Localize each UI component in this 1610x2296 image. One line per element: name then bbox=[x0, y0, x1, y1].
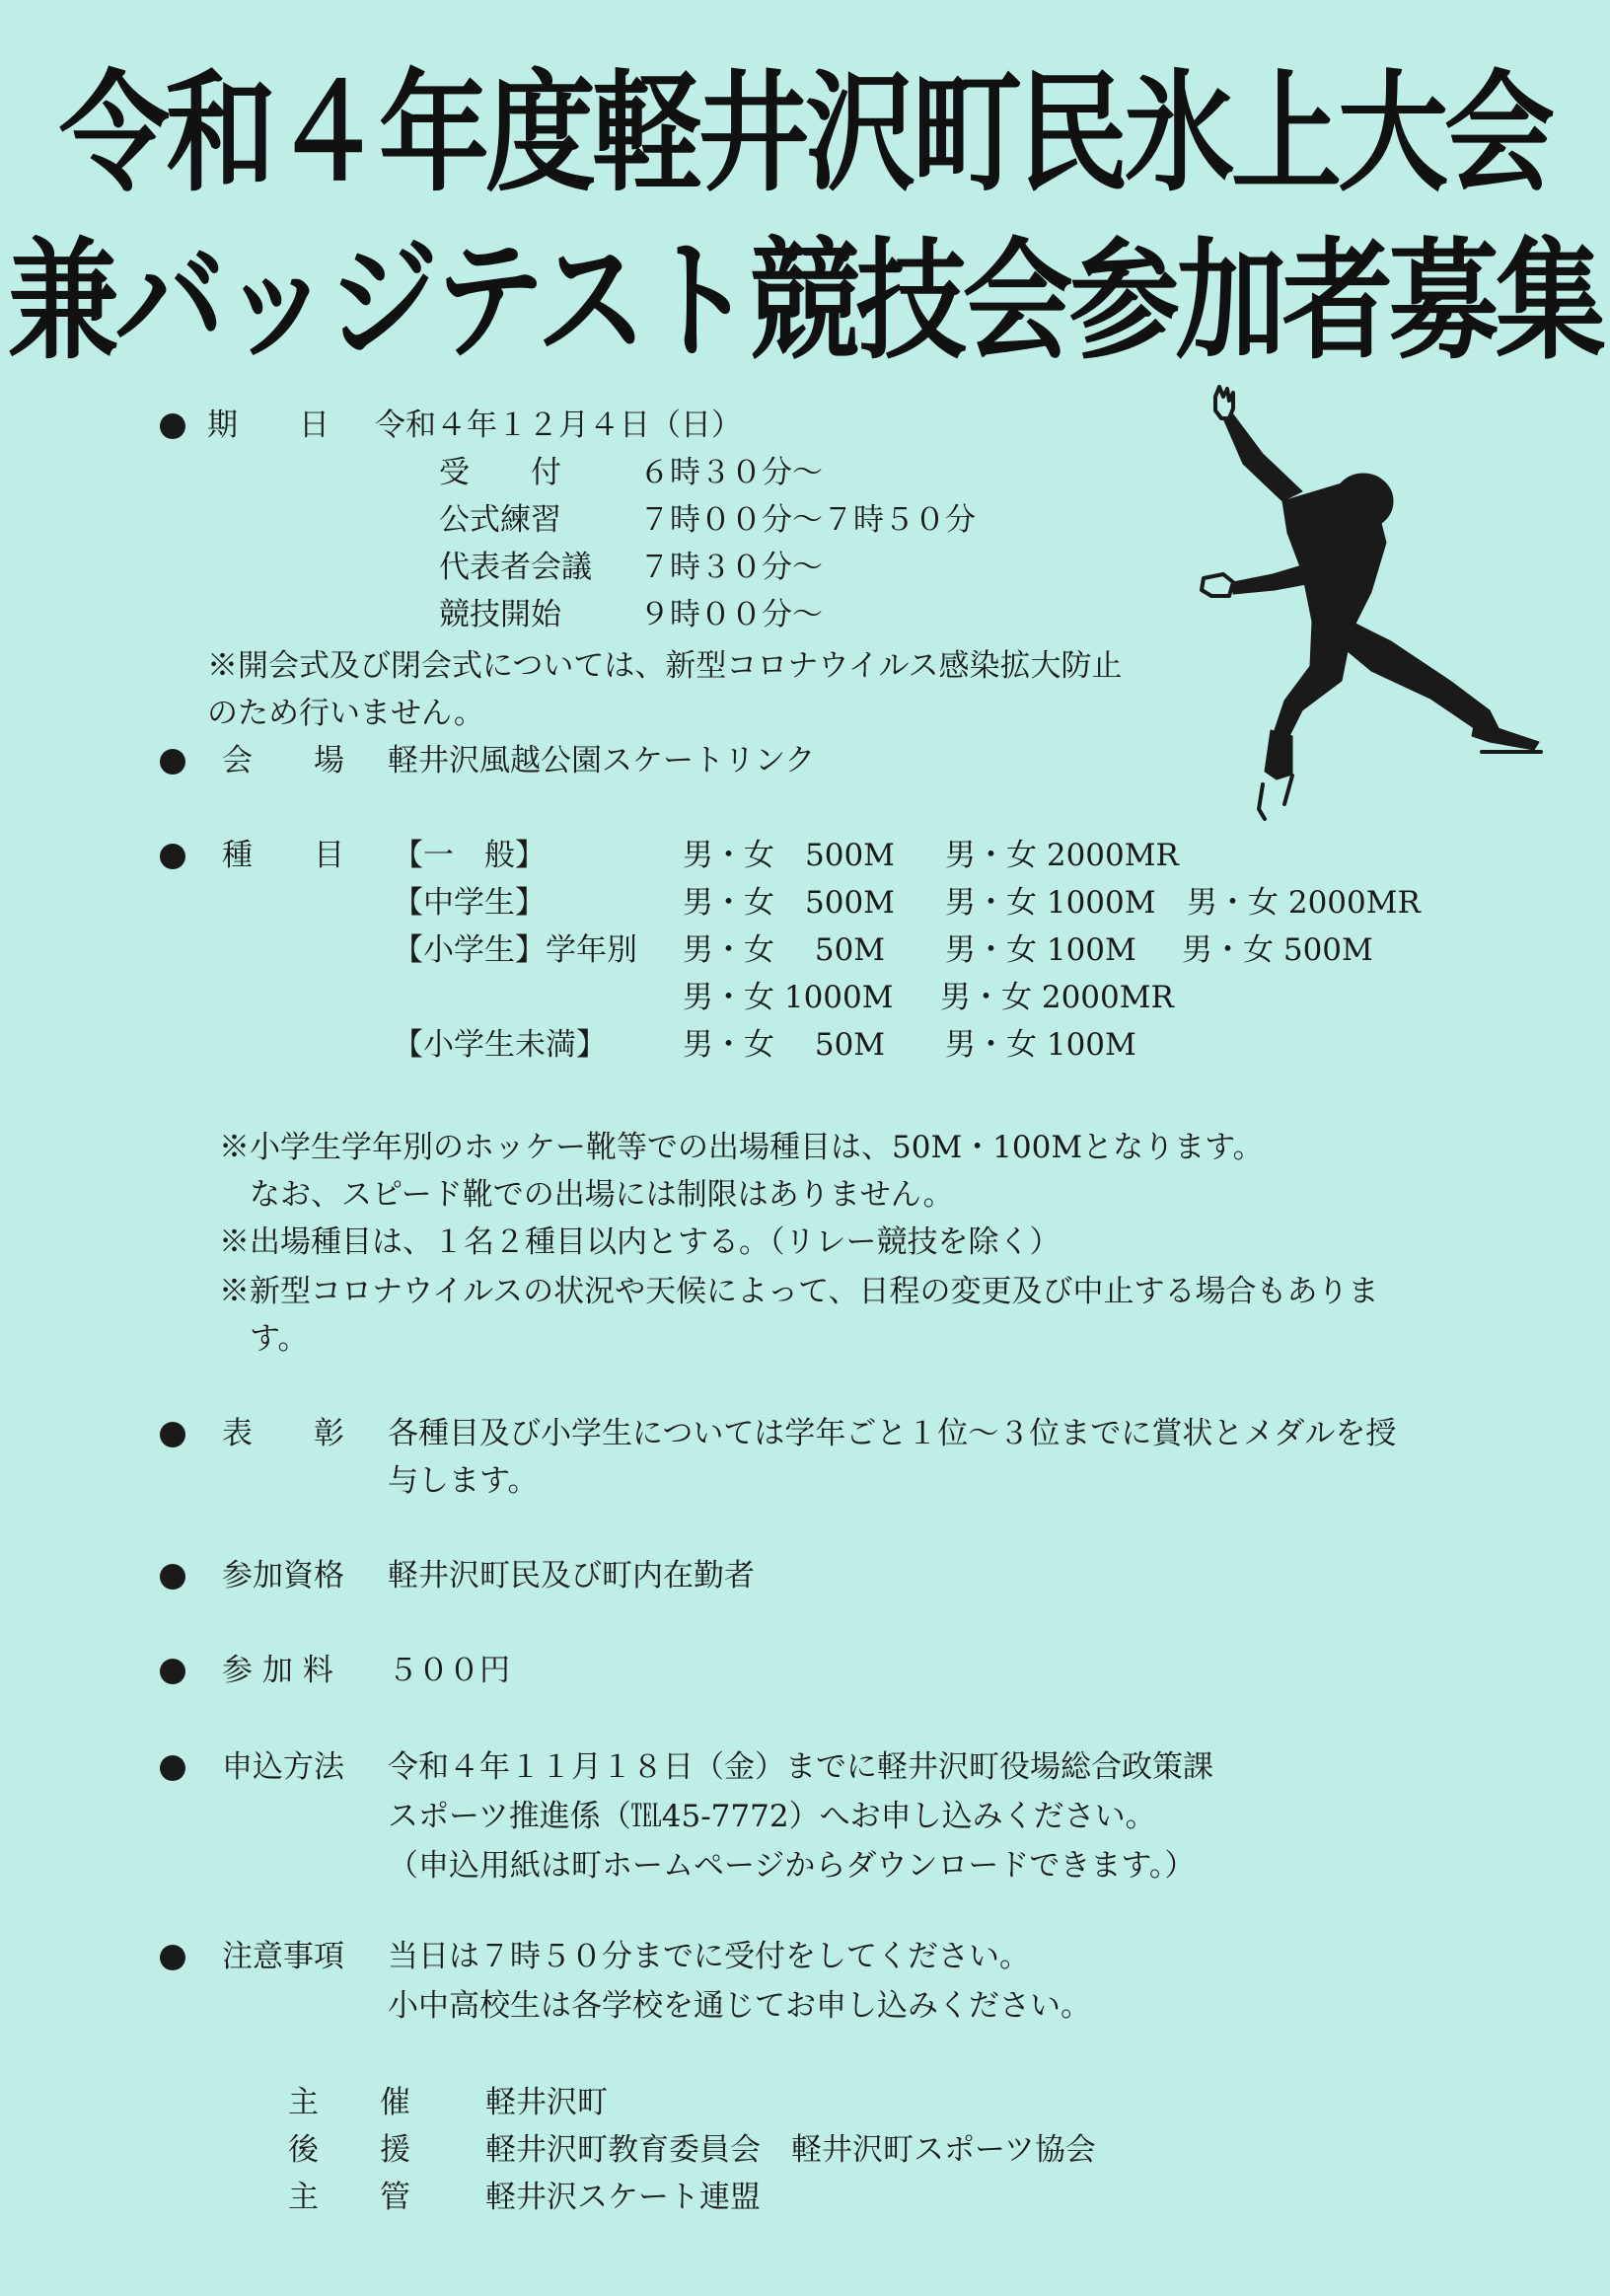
application-text: 令和４年１１月１８日（金）までに軽井沢町役場総合政策課 bbox=[388, 1749, 1213, 1785]
events-note: ※出場種目は、１名２種目以内とする。（リレー競技を除く） bbox=[219, 1224, 1061, 1260]
event-item: 男・女 100M bbox=[945, 932, 1136, 968]
bullet-dot bbox=[160, 749, 185, 775]
caution-label: 注意事項 bbox=[222, 1939, 344, 1974]
venue-label: 会 場 bbox=[222, 743, 344, 778]
ceremony-note: ※開会式及び閉会式については、新型コロナウイルス感染拡大防止 bbox=[207, 648, 1123, 684]
events-label: 種 目 bbox=[222, 838, 344, 873]
category-elementary: 【小学生】学年別 bbox=[393, 932, 637, 968]
application-text: スポーツ推進係（℡45-7772）へお申し込みください。 bbox=[388, 1799, 1156, 1834]
schedule-label: 受 付 bbox=[439, 455, 561, 490]
organizer-role: 後 援 bbox=[288, 2132, 410, 2168]
bullet-dot bbox=[160, 1422, 185, 1447]
eligibility-label: 参加資格 bbox=[222, 1558, 344, 1593]
bullet-dot bbox=[160, 1564, 185, 1590]
schedule-time: ６時３０分～ bbox=[639, 455, 823, 490]
category-general: 【一 般】 bbox=[393, 838, 546, 873]
bullet-dot bbox=[160, 413, 185, 439]
schedule-time: ９時００分～ bbox=[639, 597, 823, 632]
venue-value: 軽井沢風越公園スケートリンク bbox=[388, 743, 816, 778]
event-item: 男・女 500M bbox=[1182, 932, 1373, 968]
organizer-name: 軽井沢町 bbox=[485, 2085, 608, 2120]
event-item: 男・女 2000MR bbox=[1187, 885, 1421, 921]
application-text: （申込用紙は町ホームページからダウンロードできます。） bbox=[388, 1848, 1196, 1884]
organizer-name: 軽井沢町教育委員会 軽井沢町スポーツ協会 bbox=[485, 2132, 1096, 2168]
event-item: 男・女 1000M bbox=[683, 980, 894, 1015]
events-note: なお、スピード靴での出場には制限はありません。 bbox=[219, 1177, 954, 1213]
events-note: す。 bbox=[219, 1321, 309, 1357]
organizer-role: 主 管 bbox=[288, 2180, 410, 2215]
events-note: ※新型コロナウイルスの状況や天候によって、日程の変更及び中止する場合もありま bbox=[219, 1274, 1379, 1309]
event-item: 男・女 1000M bbox=[945, 885, 1156, 921]
fee-value: ５００円 bbox=[388, 1653, 510, 1688]
schedule-time: ７時００分～７時５０分 bbox=[639, 502, 976, 538]
eligibility-value: 軽井沢町民及び町内在勤者 bbox=[388, 1558, 755, 1593]
schedule-time: ７時３０分～ bbox=[639, 550, 823, 585]
category-preschool: 【小学生未満】 bbox=[393, 1027, 607, 1063]
organizer-name: 軽井沢スケート連盟 bbox=[485, 2180, 761, 2215]
bullet-dot bbox=[160, 1755, 185, 1781]
event-item: 男・女 2000MR bbox=[945, 838, 1179, 873]
page-subtitle: 兼バッジテスト競技会参加者募集 bbox=[8, 226, 1602, 378]
organizer-role: 主 催 bbox=[288, 2085, 410, 2120]
event-item: 男・女 100M bbox=[945, 1027, 1136, 1063]
events-note: ※小学生学年別のホッケー靴等での出場種目は、50M・100Mとなります。 bbox=[219, 1130, 1264, 1165]
application-label: 申込方法 bbox=[222, 1749, 344, 1785]
bullet-dot bbox=[160, 844, 185, 869]
bullet-dot bbox=[160, 1659, 185, 1684]
event-item: 男・女 50M bbox=[683, 932, 886, 968]
caution-text: 当日は７時５０分までに受付をしてください。 bbox=[388, 1939, 1030, 1974]
caution-text: 小中高校生は各学校を通じてお申し込みください。 bbox=[388, 1988, 1091, 2024]
fee-label: 参 加 料 bbox=[222, 1653, 333, 1688]
ceremony-note: のため行いません。 bbox=[207, 696, 484, 731]
event-item: 男・女 2000MR bbox=[940, 980, 1174, 1015]
awards-label: 表 彰 bbox=[222, 1416, 344, 1451]
schedule-label: 公式練習 bbox=[439, 502, 561, 538]
category-junior-high: 【中学生】 bbox=[393, 885, 546, 921]
schedule-label: 代表者会議 bbox=[439, 550, 592, 585]
event-item: 男・女 50M bbox=[683, 1027, 886, 1063]
bullet-dot bbox=[160, 1945, 185, 1970]
awards-text: 各種目及び小学生については学年ごと１位～３位までに賞状とメダルを授 bbox=[388, 1416, 1397, 1451]
event-item: 男・女 500M bbox=[683, 838, 895, 873]
event-date: 令和４年１２月４日（日） bbox=[375, 407, 742, 443]
event-item: 男・女 500M bbox=[683, 885, 895, 921]
speed-skater-icon bbox=[1194, 385, 1549, 839]
page-title: 令和４年度軽井沢町民氷上大会 bbox=[59, 58, 1551, 210]
date-label: 期 日 bbox=[207, 407, 329, 443]
awards-text: 与します。 bbox=[388, 1463, 539, 1499]
schedule-label: 競技開始 bbox=[439, 597, 561, 632]
